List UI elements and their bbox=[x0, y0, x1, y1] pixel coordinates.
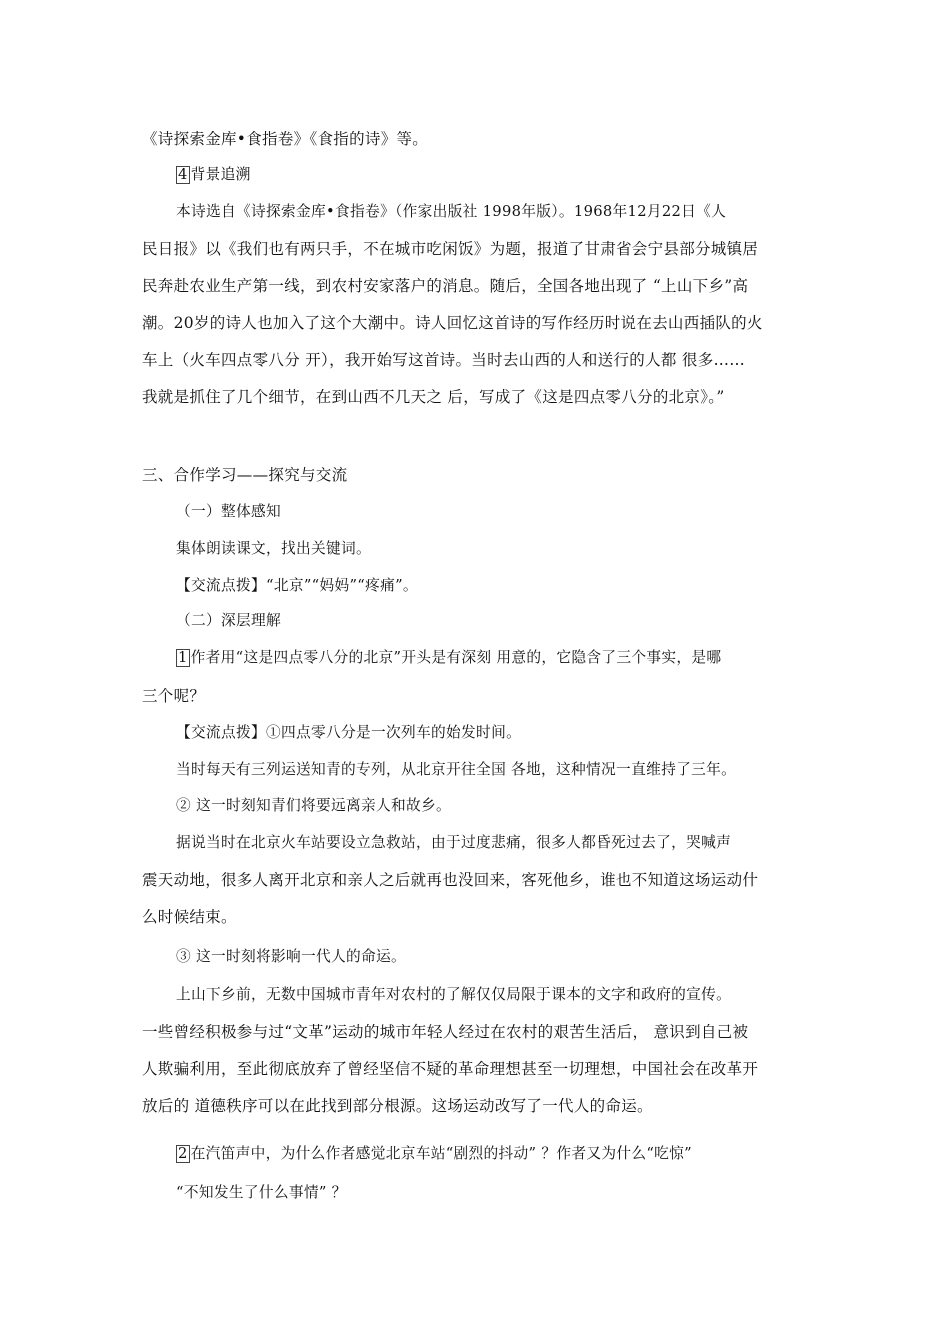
text-line: 车上（火车四点零八分 开），我开始写这首诗。当时去山西的人和送行的人都 很多…… bbox=[142, 351, 746, 369]
text-line: 【交流点拨】“北京”“妈妈”“疼痛”。 bbox=[176, 577, 418, 594]
text-line: 《诗探索金库•食指卷》《食指的诗》等。 bbox=[142, 130, 429, 148]
text-line: 【交流点拨】①四点零八分是一次列车的始发时间。 bbox=[176, 724, 522, 741]
item-number-box: 4 bbox=[178, 166, 188, 183]
text-line: 震天动地，很多人离开北京和亲人之后就再也没回来，客死他乡，谁也不知道这场运动什 bbox=[142, 871, 759, 889]
text-line: 民奔赴农业生产第一线，到农村安家落户的消息。随后，全国各地出现了 “上山下乡”高 bbox=[142, 277, 749, 295]
question-line bbox=[176, 647, 846, 669]
heading-text: 背景追溯 bbox=[190, 166, 251, 183]
text-line: 人欺骗利用，至此彻底放弃了曾经坚信不疑的革命理想甚至一切理想，中国社会在改革开 bbox=[142, 1060, 759, 1078]
text-line: 集体朗读课文，找出关键词。 bbox=[176, 540, 372, 557]
item-number-box: 2 bbox=[178, 1145, 188, 1162]
subsection-title: （二）深层理解 bbox=[176, 612, 282, 629]
text-line: 民日报》以《我们也有两只手，不在城市吃闲饭》为题，报道了甘肃省会宁县部分城镇居 bbox=[142, 240, 759, 258]
text-line: 潮。20岁的诗人也加入了这个大潮中。诗人回忆这首诗的写作经历时说在去山西插队的火 bbox=[142, 314, 763, 332]
text-line: 么时候结束。 bbox=[142, 908, 237, 926]
text-line: 我就是抓住了几个细节，在到山西不几天之 后，写成了《这是四点零八分的北京》。” bbox=[142, 388, 725, 406]
text-line: 一些曾经积极参与过“文革”运动的城市年轻人经过在农村的艰苦生活后， 意识到自己被 bbox=[142, 1023, 749, 1041]
question-text: 作者用“这是四点零八分的北京”开头是有深刻 用意的，它隐含了三个事实，是哪 bbox=[190, 649, 722, 666]
text-line: “不知发生了什么事情” ？ bbox=[176, 1184, 347, 1201]
text-line: ② 这一时刻知青们将要远离亲人和故乡。 bbox=[176, 797, 452, 814]
text-line: ③ 这一时刻将影响一代人的命运。 bbox=[176, 948, 407, 965]
question-line bbox=[176, 1143, 846, 1165]
text-line: 上山下乡前，无数中国城市青年对农村的了解仅仅局限于课本的文字和政府的宣传。 bbox=[176, 986, 732, 1003]
text-line: 三个呢？ bbox=[142, 687, 206, 705]
text-line: 放后的 道德秩序可以在此找到部分根源。这场运动改写了一代人的命运。 bbox=[142, 1097, 653, 1115]
section-title: 三、合作学习——探究与交流 bbox=[142, 466, 348, 484]
text-line: 本诗选自《诗探索金库•食指卷》（作家出版社 1998年版）。1968年12月22日《人 bbox=[176, 203, 727, 220]
section-heading bbox=[176, 164, 846, 186]
question-text: 在汽笛声中，为什么作者感觉北京车站“剧烈的抖动” ？作者又为什么“吃惊” bbox=[190, 1145, 692, 1162]
subsection-title: （一）整体感知 bbox=[176, 503, 282, 520]
text-line: 据说当时在北京火车站要设立急救站，由于过度悲痛，很多人都昏死过去了，哭喊声 bbox=[176, 834, 732, 851]
text-line: 当时每天有三列运送知青的专列，从北京开往全国 各地，这种情况一直维持了三年。 bbox=[176, 761, 737, 778]
item-number-box: 1 bbox=[178, 649, 188, 666]
